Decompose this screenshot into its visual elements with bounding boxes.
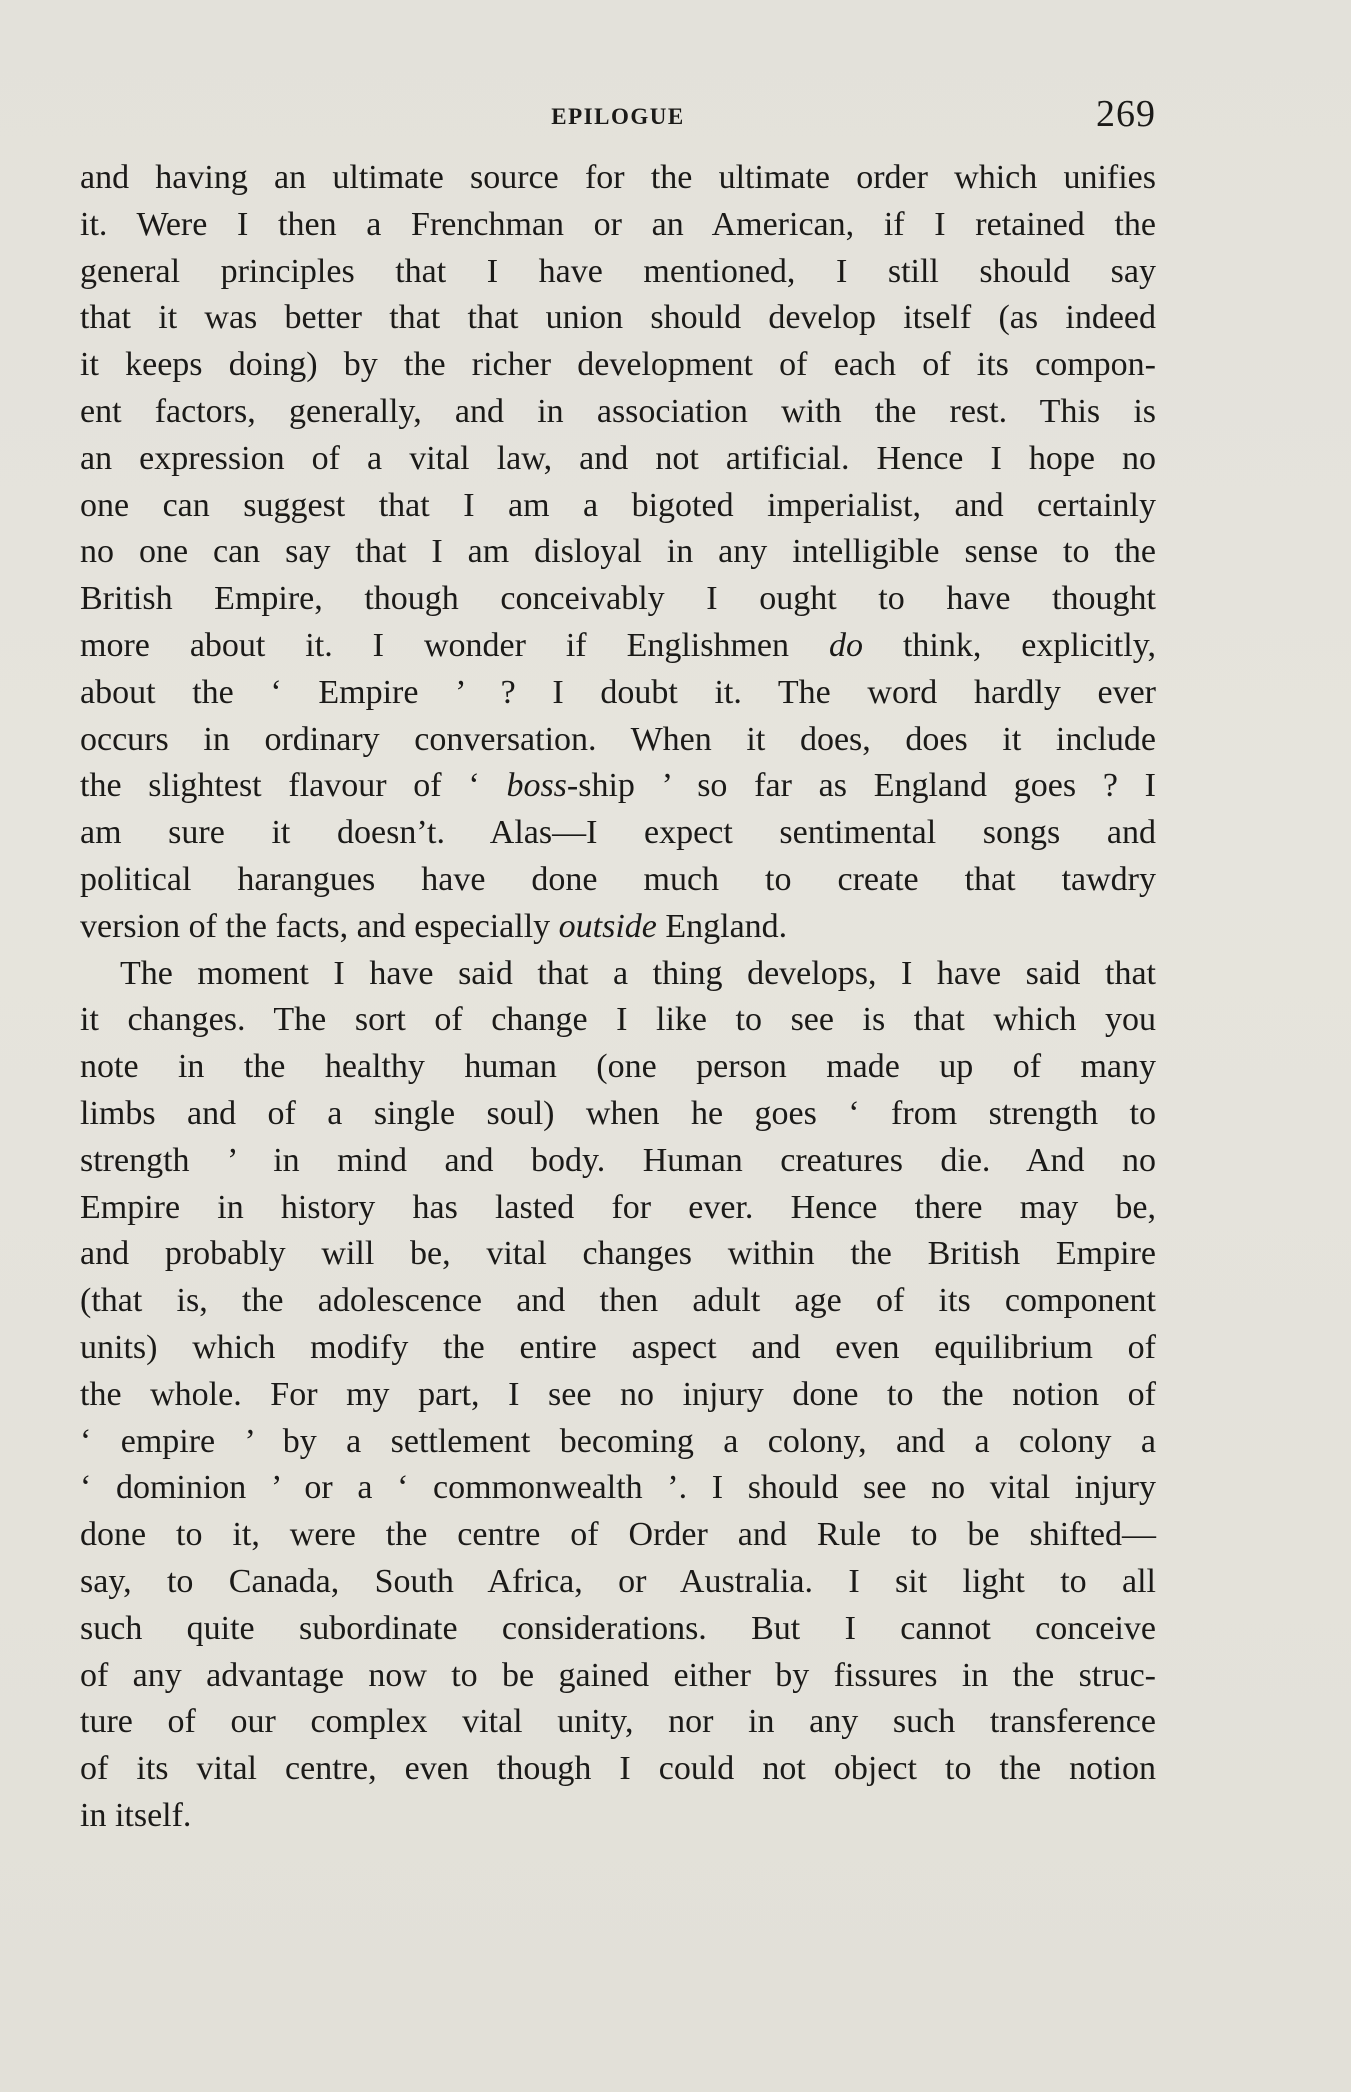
text-line: of its vital centre, even though I could not object to the notion bbox=[80, 1750, 1156, 1788]
text-line: ‘ empire ’ by a settlement becoming a colony, and a colony a bbox=[80, 1422, 1156, 1460]
text-line: say, to Canada, South Africa, or Australia. I sit light to all bbox=[80, 1562, 1156, 1600]
text-line: of any advantage now to be gained either by fissures in the struc- bbox=[80, 1656, 1156, 1694]
text-line: (that is, the adolescence and then adult age of its component bbox=[80, 1282, 1156, 1320]
text-line bbox=[80, 763, 1156, 810]
italic-run: do bbox=[828, 626, 863, 664]
text-line: that it was better that that union should develop itself (as indeed bbox=[80, 299, 1156, 337]
text-run: England. bbox=[656, 907, 788, 945]
text-line: such quite subordinate considerations. But I cannot conceive bbox=[80, 1609, 1156, 1647]
text-line: strength ’ in mind and body. Human creatures die. And no bbox=[80, 1141, 1156, 1179]
text-line: in itself. bbox=[80, 1796, 192, 1834]
text-line: about the ‘ Empire ’ ? I doubt it. The word hardly ever bbox=[80, 673, 1156, 711]
text-line: units) which modify the entire aspect and even equilibrium of bbox=[80, 1328, 1156, 1366]
text-line: occurs in ordinary conversation. When it does, does it include bbox=[80, 720, 1156, 758]
text-line: Empire in history has lasted for ever. Hence there may be, bbox=[80, 1188, 1156, 1226]
text-line: and having an ultimate source for the ultimate order which unifies bbox=[80, 159, 1156, 196]
text-line: and probably will be, vital changes within the British Empire bbox=[80, 1235, 1156, 1273]
text-run: the slightest flavour of ‘ bbox=[80, 767, 507, 805]
text-line: one can suggest that I am a bigoted imperialist, and certainly bbox=[80, 486, 1156, 524]
text-line bbox=[80, 904, 1156, 951]
text-run: more about it. I wonder if Englishmen bbox=[80, 626, 829, 664]
italic-run: boss bbox=[506, 767, 567, 805]
text-run: think, explicitly, bbox=[862, 626, 1156, 664]
text-line: done to it, were the centre of Order and Rule to be shifted— bbox=[80, 1516, 1156, 1554]
text-run: version of the facts, and especially bbox=[80, 907, 559, 945]
text-line: political harangues have done much to create that tawdry bbox=[80, 860, 1156, 898]
running-title: EPILOGUE bbox=[551, 104, 685, 129]
text-line: an expression of a vital law, and not artificial. Hence I hope no bbox=[80, 439, 1156, 477]
text-line: no one can say that I am disloyal in any intelligible sense to the bbox=[80, 533, 1156, 571]
text-line: it keeps doing) by the richer development of each of its compon- bbox=[80, 346, 1156, 384]
text-line: am sure it doesn’t. Alas—I expect sentimental songs and bbox=[80, 814, 1156, 852]
paragraph-first-line: The moment I have said that a thing develops, I have said that bbox=[120, 954, 1156, 992]
text-line: ent factors, generally, and in association with the rest. This is bbox=[80, 392, 1156, 430]
italic-run: outside bbox=[558, 907, 657, 945]
text-line: ‘ dominion ’ or a ‘ commonwealth ’. I should see no vital injury bbox=[80, 1469, 1156, 1507]
text-line: note in the healthy human (one person made up of many bbox=[80, 1048, 1156, 1086]
text-line: ture of our complex vital unity, nor in any such transference bbox=[80, 1703, 1156, 1741]
text-line: it changes. The sort of change I like to see is that which you bbox=[80, 1001, 1156, 1039]
text-line: it. Were I then a Frenchman or an American, if I retained the bbox=[80, 205, 1156, 243]
text-line: British Empire, though conceivably I ought to have thought bbox=[80, 580, 1156, 618]
text-line: the whole. For my part, I see no injury done to the notion of bbox=[80, 1375, 1156, 1413]
text-run: -ship ’ so far as England goes ? I bbox=[566, 767, 1156, 805]
text-line: limbs and of a single soul) when he goes ‘ from strength to bbox=[80, 1094, 1156, 1132]
text-line bbox=[80, 623, 1156, 670]
running-head bbox=[80, 92, 1156, 140]
page-number: 269 bbox=[1096, 93, 1156, 135]
text-line: general principles that I have mentioned, I still should say bbox=[80, 252, 1156, 290]
body-text bbox=[80, 155, 1156, 1840]
